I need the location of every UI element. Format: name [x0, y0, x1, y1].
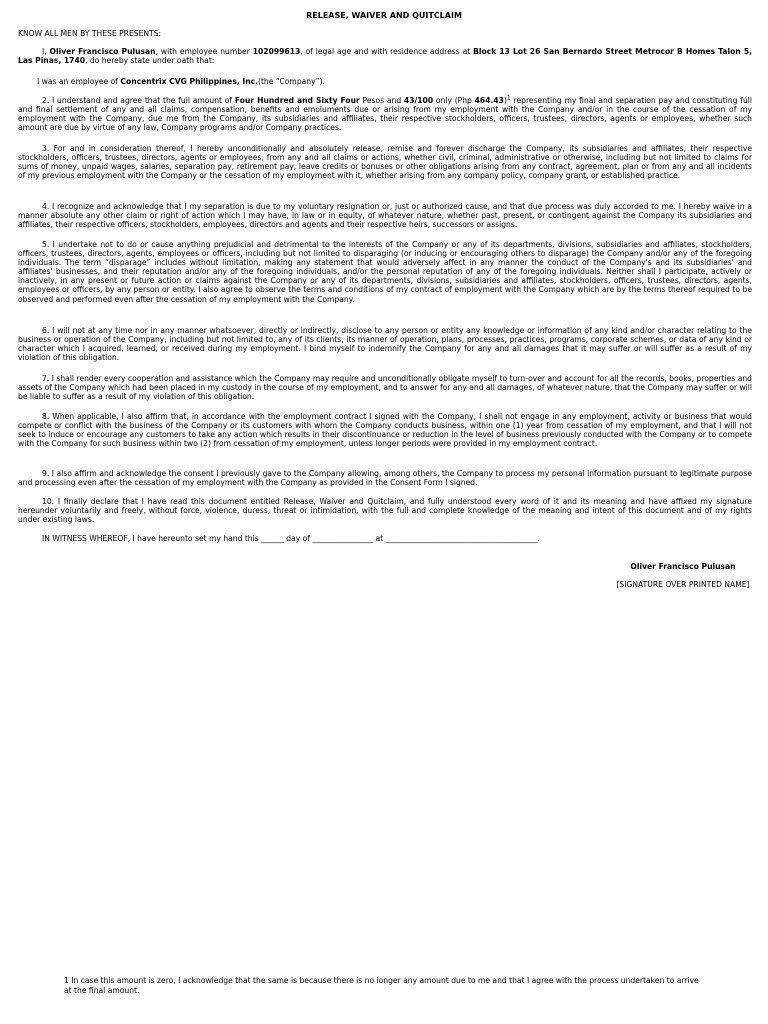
footnote-mark: 1 — [506, 94, 511, 102]
document-title: RELEASE, WAIVER AND QUITCLAIM — [306, 11, 462, 20]
paragraph-7: 7. I shall render every cooperation and assistance which the Company may require and unconditionally obligate myself to turn-over and account for all the records, books, properties and assets of the Company which had been placed in my custody in the course of my employment, and to answer for any and all damages, of whatever nature, that the Company may suffer or will be liable to suffer as a result of my violation of this obligation. — [18, 374, 752, 402]
amount-php: 464.43 — [474, 96, 504, 105]
opening-line: KNOW ALL MEN BY THESE PRESENTS: — [18, 29, 162, 38]
paragraph-9: 9. I also affirm and acknowledge the consent I previously gave to the Company allowing, among others, the Company to process my personal information pursuant to legitimate purpose and processing even after the cessation of my employment with the Company as provided in the Consent Form I signed. — [18, 469, 752, 488]
amount-in-words: Four Hundred and Sixty Four — [234, 96, 360, 105]
paragraph-1: I was an employee of Concentrix CVG Philippines, Inc.(the “Company”). — [37, 77, 325, 86]
paragraph-6: 6. I will not at any time nor in any manner whatsoever, directly or indirectly, disclose to any person or entity any knowledge or information of any kind and/or character relating to the business or operation of the Company, including but not limited to, any of its clients, its manner of operation, plans, processes, practices, programs, corporate schemes, or data of any kind or character which I acquired, learned, or received during my employment. I bind myself to indemnify the Company for any and all damages that it may suffer or will suffer as a result of my violation of this obligation. — [18, 326, 752, 363]
signatory-name: Oliver Francisco Pulusan — [630, 562, 736, 571]
paragraph-5: 5. I undertake not to do or cause anything prejudicial and detrimental to the interests of the Company or any of its departments, divisions, subsidiaries and affiliates, stockholders, officers, trustees, directors, agents, employees or officers, including but not limited to disparaging (or inducing or encouraging others to disparage) the Company and/or any of the foregoing individuals. The term “disparage” includes without limitation, making any statement that would adversely affect in any manner the conduct of the Company's and its subsidiaries' and affiliates' businesses, and their reputation and/or any of the foregoing individuals, and/or the personal reputation of any of the foregoing individuals. Neither shall I participate, actively or inactively, in any present or future action or claims against the Company or any of its departments, divisions, subsidiaries and affiliates, stockholders, officers, trustees, directors, agents, employees or officers, by any person or entity. I also agree to observe the terms and conditions of my contract of employment with the Company which are by the terms thereof required to be observed and performed even after the cessation of my employment with the Company. — [18, 240, 752, 304]
paragraph-4: 4. I recognize and acknowledge that I my separation is due to my voluntary resignation or, just or authorized cause, and that due process was duly accorded to me. I hereby waive in a manner absolute any other claim or right of action which I may have, in law or in equity, of whatever nature, whether past, present, or contingent against the Company its subsidiaries and affiliates, their respective officers, stockholders, employees, directors and agents and their respective heirs, successors or assigns. — [18, 202, 752, 230]
paragraph-3: 3. For and in consideration thereof, I hereby unconditionally and absolutely release, remise and forever discharge the Company, its subsidiaries and affiliates, their respective stockholders, officers, trustees, directors, agents or employees, from any and all claims or actions, whether civil, criminal, administrative or otherwise, including but not limited to claims for sums of money, unpaid wages, salaries, separation pay, retirement pay, leave credits or bonuses or other obligations arising from any contract, agreement, plan or from any and all incidents of my previous employment with the Company or the cessation of my employment with it, whether arising from any company policy, company grant, or established practice. — [18, 144, 752, 181]
intro-paragraph: I, Oliver Francisco Pulusan, with employee number 102099613, of legal age and with residence address at Block 13 Lot 26 San Bernardo Street Metrocor B Homes Talon 5, Las Pinas, 1740, do hereby state under oath that: — [18, 47, 752, 66]
footnote: 1 In case this amount is zero, I acknowledge that the same is because there is no longer any amount due to me and that I agree with the process undertaken to arrive at the final amount. — [64, 976, 699, 995]
paragraph-2: 2. I understand and agree that the full amount of Four Hundred and Sixty Four Pesos and 43/100 only (Php 464.43)$^1$ representing my final and separation pay and constituting full and final settlement of any and all claims, compensation, benefits and emoluments due or arising from my employment with the Company and/or in the course of the cessation of my employment with the Company, due me from the Company, its subsidiaries and affiliates, their respective stockholders, officers, trustees, directors, agents or employees, whether such amount are due by virtue of any law, Company programs and/or Company practices. — [18, 94, 752, 133]
signature-caption: [SIGNATURE OVER PRINTED NAME] — [616, 580, 750, 589]
paragraph-10: 10. I finally declare that I have read this document entitled Release, Waiver and Quitclaim, and fully understood every word of it and its meaning and have affixed my signature hereunder voluntarily and freely, without force, violence, duress, threat or intimidation, with the full and complete knowledge of the meaning and intent of this document and of my rights under existing laws. — [18, 497, 752, 525]
residence-address: Block 13 Lot 26 San Bernardo Street Metrocor B Homes Talon 5, Las Pinas, 1740 — [18, 47, 752, 66]
witness-line: IN WITNESS WHEREOF, I have hereunto set my hand this ______ day of ________________ at ________________________________________. — [42, 534, 540, 543]
employee-number: 102099613 — [252, 47, 301, 56]
employee-name: Oliver Francisco Pulusan — [49, 47, 156, 56]
amount-centavos: 43/100 — [403, 96, 434, 105]
company-name: Concentrix CVG Philippines, Inc. — [120, 77, 258, 86]
paragraph-8: 8. When applicable, I also affirm that, in accordance with the employment contract I signed with the Company, I shall not engage in any employment, activity or business that would compete or conflict with the business of the Company or its customers with whom the Company conducts business, within one (1) year from cessation of my employment, and that I will not seek to induce or encourage any customers to take any action which results in their discontinuance or reduction in the level of business previously conducted with the Company or to compete with the Company for such business within two (2) from cessation of my employment, unless longer periods were provided in my employment contract. — [18, 412, 752, 449]
